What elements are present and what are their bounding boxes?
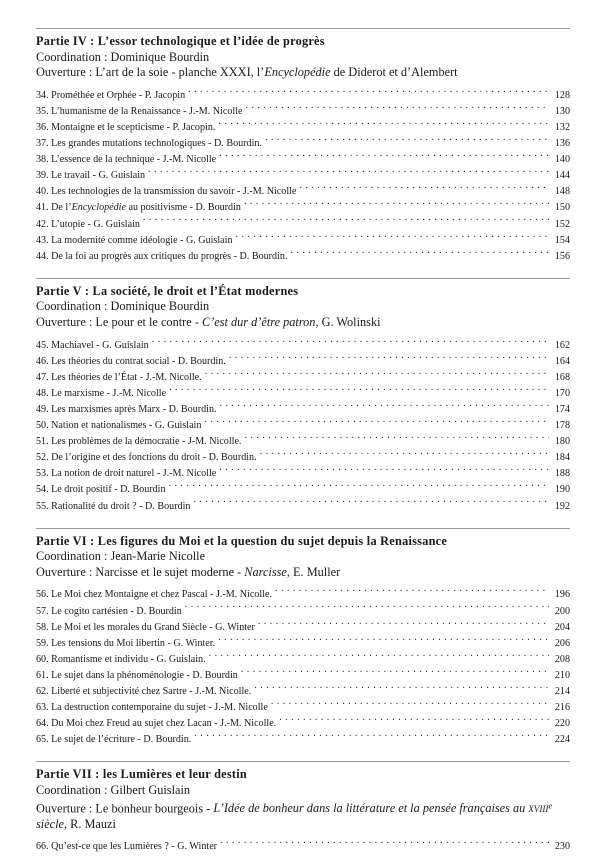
toc-entry[interactable] (36, 249, 570, 265)
toc-entry-page-number: 152 (554, 218, 570, 230)
toc-entry-title: 65. Le sujet de l’écriture - D. Bourdin. (36, 734, 192, 746)
toc-entry[interactable] (36, 668, 570, 684)
toc-entry-title: 44. De la foi au progrès aux critiques du progrès - D. Bourdin. (36, 250, 288, 262)
toc-part (36, 761, 570, 855)
toc-entry-list (36, 88, 570, 265)
toc-entry-page-number: 188 (554, 468, 570, 480)
toc-entry-title: 43. La modernité comme idéologie - G. Guislain (36, 234, 233, 246)
toc-entry-page-number: 168 (554, 371, 570, 383)
part-coordination: Coordination : Dominique Bourdin (36, 49, 210, 64)
toc-entry-title: 59. Les tensions du Moi libertin - G. Winter. (36, 637, 216, 649)
toc-entry-page-number: 150 (554, 202, 570, 214)
toc-entry-list (36, 338, 570, 515)
dot-leader (275, 587, 549, 597)
toc-entry-page-number: 214 (554, 685, 570, 697)
dot-leader (204, 418, 549, 428)
toc-entry-page-number: 224 (554, 734, 570, 746)
toc-entry[interactable] (36, 104, 570, 120)
toc-entry-title: 36. Montaigne et le scepticisme - P. Jacopin. (36, 121, 216, 133)
dot-leader (148, 168, 549, 178)
toc-entry[interactable] (36, 338, 570, 354)
toc-entry-page-number: 164 (554, 355, 570, 367)
part-divider (36, 528, 570, 529)
toc-entry-page-number: 210 (554, 669, 570, 681)
dot-leader (290, 249, 549, 259)
toc-entry-page-number: 170 (554, 387, 570, 399)
toc-entry[interactable] (36, 450, 570, 466)
toc-entry[interactable] (36, 217, 570, 233)
toc-entry[interactable] (36, 434, 570, 450)
toc-entry-title: 54. Le droit positif - D. Bourdin (36, 484, 166, 496)
part-ouverture: Ouverture : L’art de la soie - planche XXXI, l’Encyclopédie de Diderot et d’Alembert (36, 65, 458, 80)
toc-entry[interactable] (36, 233, 570, 249)
toc-entry-title: 66. Qu’est-ce que les Lumières ? - G. Winter (36, 841, 218, 853)
toc-entry[interactable] (36, 604, 570, 620)
toc-entry-page-number: 132 (554, 121, 570, 133)
dot-leader (246, 104, 550, 114)
dot-leader (220, 839, 549, 849)
toc-entry[interactable] (36, 88, 570, 104)
toc-entry-title: 57. Le cogito cartésien - D. Bourdin (36, 605, 182, 617)
dot-leader (254, 684, 549, 694)
toc-entry-title: 42. L’utopie - G. Guislain (36, 218, 140, 230)
toc-entry[interactable] (36, 402, 570, 418)
part-title: Partie V : La société, le droit et l’État modernes (36, 283, 299, 298)
toc-entry-title: 34. Prométhée et Orphée - P. Jacopin (36, 89, 186, 101)
toc-entry[interactable] (36, 482, 570, 498)
toc-entry[interactable] (36, 620, 570, 636)
toc-entry-page-number: 200 (554, 605, 570, 617)
toc-entry-list (36, 587, 570, 748)
toc-entry[interactable] (36, 354, 570, 370)
toc-entry-page-number: 180 (554, 436, 570, 448)
toc-entry-title: 50. Nation et nationalismes - G. Guislain (36, 420, 202, 432)
toc-entry-title: 58. Le Moi et les morales du Grand Siècle - G. Winter (36, 621, 255, 633)
toc-entry-title: 63. La destruction contemporaine du sujet - J.-M. Nicolle (36, 702, 268, 714)
dot-leader (265, 136, 549, 146)
toc-entry[interactable] (36, 466, 570, 482)
toc-entry-title: 53. La notion de droit naturel - J.-M. Nicolle (36, 468, 217, 480)
toc-entry[interactable] (36, 499, 570, 515)
toc-entry-page-number: 190 (554, 484, 570, 496)
part-coordination: Coordination : Gilbert Guislain (36, 782, 191, 797)
toc-entry-title: 60. Romantisme et individu - G. Guislain. (36, 653, 206, 665)
part-coordination: Coordination : Dominique Bourdin (36, 299, 210, 314)
toc-entry-page-number: 230 (554, 841, 570, 853)
toc-entry-page-number: 184 (554, 452, 570, 464)
toc-entry-list (36, 839, 570, 855)
toc-entry-title: 49. Les marxismes après Marx - D. Bourdin. (36, 403, 217, 415)
toc-entry-title: 38. L’essence de la technique - J.-M. Nicolle (36, 154, 217, 166)
toc-parts-container (36, 28, 570, 856)
dot-leader (209, 652, 549, 662)
toc-entry-page-number: 206 (554, 637, 570, 649)
toc-entry[interactable] (36, 386, 570, 402)
toc-entry[interactable] (36, 370, 570, 386)
toc-entry-page-number: 156 (554, 250, 570, 262)
dot-leader (219, 466, 549, 476)
dot-leader (258, 620, 549, 630)
part-coordination: Coordination : Jean-Marie Nicolle (36, 549, 206, 564)
toc-entry-title: 41. De l’Encyclopédie au positivisme - D. Bourdin (36, 202, 241, 214)
dot-leader (205, 370, 549, 380)
toc-entry[interactable] (36, 200, 570, 216)
dot-leader (169, 386, 549, 396)
toc-entry-title: 51. Les problèmes de la démocratie - J-M. Nicolle. (36, 436, 242, 448)
part-divider (36, 278, 570, 279)
dot-leader (241, 668, 549, 678)
dot-leader (244, 434, 549, 444)
dot-leader (193, 499, 549, 509)
dot-leader (218, 120, 549, 130)
toc-entry-page-number: 154 (554, 234, 570, 246)
toc-entry[interactable] (36, 136, 570, 152)
toc-entry-page-number: 174 (554, 403, 570, 415)
dot-leader (219, 152, 549, 162)
dot-leader (260, 450, 549, 460)
dot-leader (271, 700, 549, 710)
toc-entry-title: 55. Rationalité du droit ? - D. Bourdin (36, 500, 191, 512)
toc-entry[interactable] (36, 684, 570, 700)
toc-entry-page-number: 220 (554, 718, 570, 730)
dot-leader (299, 184, 549, 194)
dot-leader (194, 732, 549, 742)
toc-entry[interactable] (36, 418, 570, 434)
toc-entry-title: 47. Les théories de l’État - J.-M. Nicolle. (36, 371, 202, 383)
dot-leader (152, 338, 549, 348)
dot-leader (143, 217, 549, 227)
toc-entry-title: 52. De l’origine et des fonctions du droit - D. Bourdin. (36, 452, 257, 464)
toc-part (36, 28, 570, 265)
toc-entry[interactable] (36, 839, 570, 855)
toc-entry-title: 46. Les théories du contrat social - D. Bourdin. (36, 355, 226, 367)
toc-entry-page-number: 196 (554, 589, 570, 601)
toc-entry-title: 62. Liberté et subjectivité chez Sartre - J.-M. Nicolle. (36, 685, 252, 697)
toc-entry-title: 48. Le marxisme - J.-M. Nicolle (36, 387, 167, 399)
toc-entry-title: 35. L’humanisme de la Renaissance - J.-M. Nicolle (36, 105, 243, 117)
toc-entry[interactable] (36, 168, 570, 184)
toc-entry[interactable] (36, 700, 570, 716)
dot-leader (185, 604, 549, 614)
toc-entry[interactable] (36, 732, 570, 748)
toc-entry-title: 61. Le sujet dans la phénoménologie - D. Bourdin (36, 669, 238, 681)
toc-entry-page-number: 140 (554, 154, 570, 166)
toc-entry-page-number: 148 (554, 186, 570, 198)
part-divider (36, 761, 570, 762)
toc-entry-page-number: 162 (554, 339, 570, 351)
toc-entry-page-number: 130 (554, 105, 570, 117)
toc-entry-page-number: 128 (554, 89, 570, 101)
part-title: Partie IV : L’essor technologique et l’idée de progrès (36, 34, 325, 48)
dot-leader (244, 200, 549, 210)
dot-leader (188, 88, 549, 98)
toc-entry-page-number: 178 (554, 420, 570, 432)
part-divider (36, 28, 570, 29)
toc-part (36, 278, 570, 515)
toc-entry-title: 45. Machiavel - G. Guislain (36, 339, 149, 351)
part-ouverture: Ouverture : Narcisse et le sujet moderne - Narcisse, E. Muller (36, 564, 341, 579)
toc-entry[interactable] (36, 120, 570, 136)
part-title: Partie VII : les Lumières et leur destin (36, 767, 248, 782)
dot-leader (218, 636, 549, 646)
toc-entry-page-number: 208 (554, 653, 570, 665)
toc-entry[interactable] (36, 184, 570, 200)
toc-entry-page-number: 204 (554, 621, 570, 633)
toc-entry[interactable] (36, 152, 570, 168)
toc-entry-title: 39. Le travail - G. Guislain (36, 170, 146, 182)
toc-entry[interactable] (36, 587, 570, 603)
dot-leader (236, 233, 550, 243)
toc-entry-page-number: 136 (554, 138, 570, 150)
toc-entry-title: 40. Les technologies de la transmission du savoir - J.-M. Nicolle (36, 186, 297, 198)
part-ouverture: Ouverture : Le bonheur bourgeois - L’Idée de bonheur dans la littérature et la pensée françaises au xviii$^e$ siècle, R. Mauzi (36, 800, 553, 831)
toc-part (36, 528, 570, 749)
part-title: Partie VI : Les figures du Moi et la question du sujet depuis la Renaissance (36, 533, 448, 548)
dot-leader (220, 402, 549, 412)
toc-entry-title: 64. Du Moi chez Freud au sujet chez Lacan - J.-M. Nicolle. (36, 718, 277, 730)
part-ouverture: Ouverture : Le pour et le contre - C’est dur d’être patron, G. Wolinski (36, 315, 381, 329)
toc-entry-page-number: 192 (554, 500, 570, 512)
toc-entry[interactable] (36, 716, 570, 732)
dot-leader (279, 716, 549, 726)
toc-entry[interactable] (36, 636, 570, 652)
toc-entry-title: 56. Le Moi chez Montaigne et chez Pascal - J.-M. Nicolle. (36, 589, 273, 601)
dot-leader (169, 482, 549, 492)
dot-leader (229, 354, 549, 364)
toc-entry-page-number: 144 (554, 170, 570, 182)
toc-entry-title: 37. Les grandes mutations technologiques - D. Bourdin. (36, 138, 262, 150)
toc-entry[interactable] (36, 652, 570, 668)
toc-entry-page-number: 216 (554, 702, 570, 714)
